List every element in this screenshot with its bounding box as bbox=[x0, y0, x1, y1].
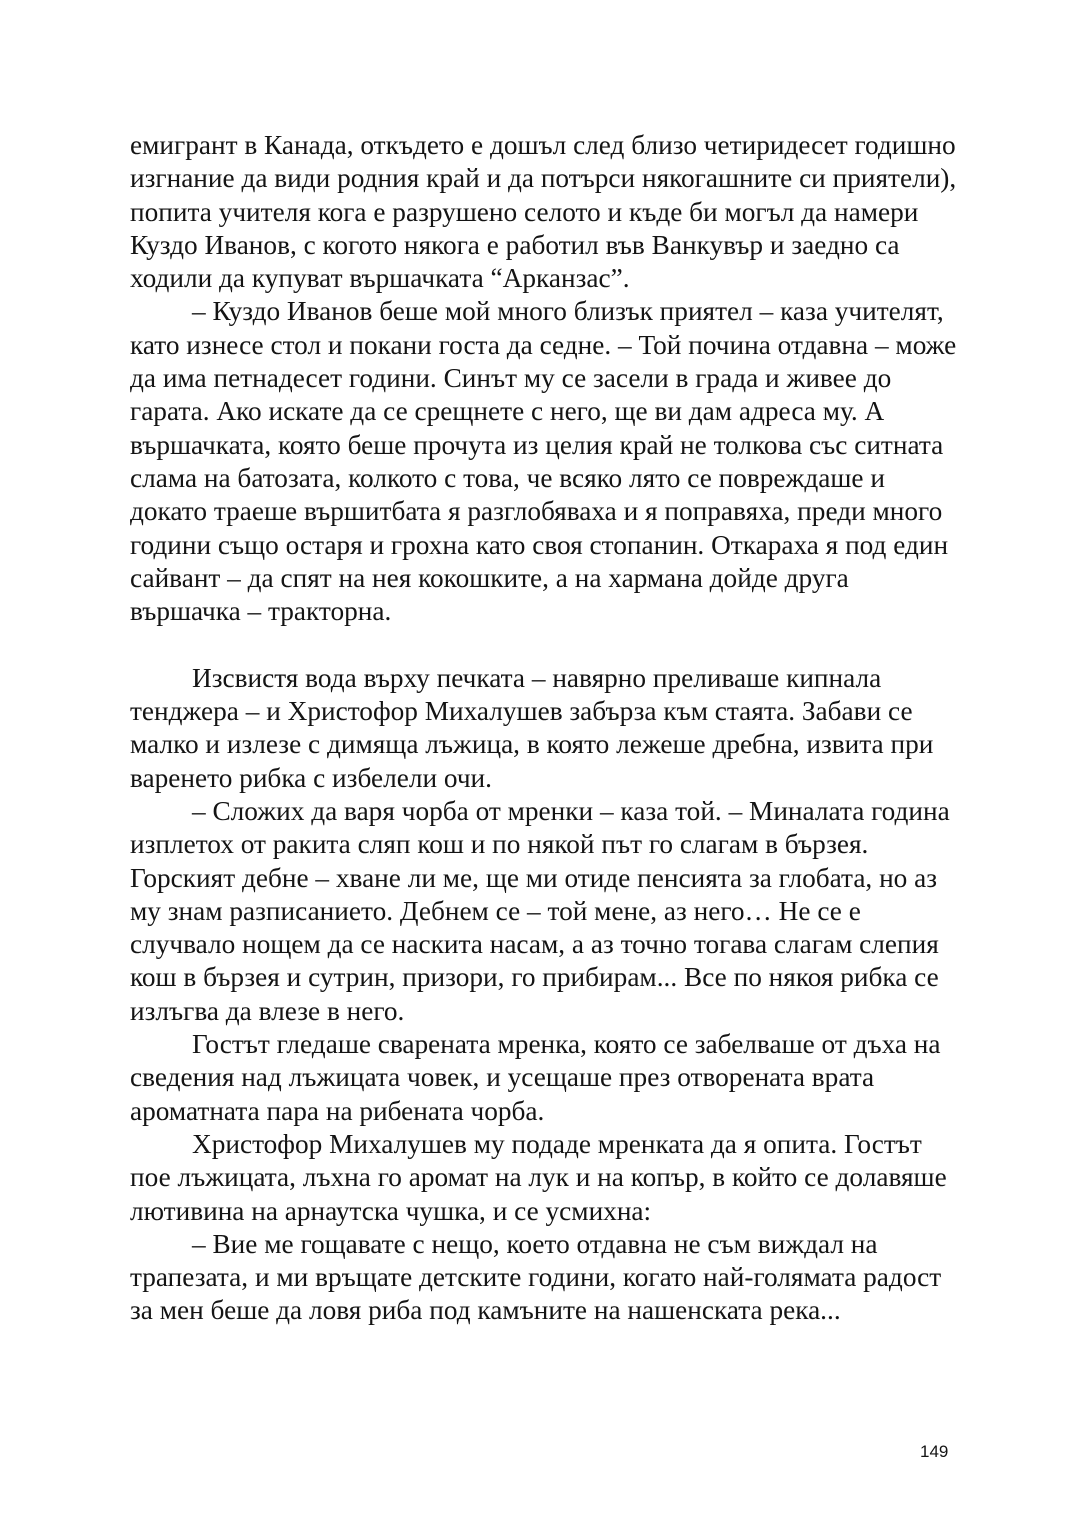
paragraph-7: – Вие ме гощавате с нещо, което отдавна не съм виждал на трапезата, и ми връщате детските години, когато най-голямата радост за мен беше да ловя риба под камъните на нашенската река... bbox=[130, 1228, 942, 1326]
paragraph-2: – Куздо Иванов беше мой много близък приятел – каза учителят, като изнесе стол и покани госта да седне. – Той почина отдавна – може да има петнадесет години. Синът му се засели в града и живее до гарата. Ако искате да се срещнете с него, ще ви дам адреса му. А вършачката, която беше прочута из целия край не толкова със ситната слама на батозата, колкото с това, че всяко лято се повреждаше и докато траеше вършитбата я разглобяваха и я поправяха, преди много години също остаря и грохна като своя стопанин. Откараха я под един сайвант – да спят на нея кокошките, а на хармана дойде друга вършачка – тракторна. bbox=[130, 296, 957, 627]
body-text bbox=[130, 129, 960, 1328]
page-number: 149 bbox=[920, 1442, 949, 1461]
paragraph-5: Гостът гледаше сварената мренка, която се забелваше от дъха на сведения над лъжицата човек, и усещаше през отворената врата ароматната пара на рибената чорба. bbox=[130, 1029, 941, 1126]
paragraph-4: – Сложих да варя чорба от мренки – каза той. – Миналата година изплетох от ракита сляп кош и по някой път го слагам в бързея. Горският дебне – хване ли ме, ще ми отиде пенсията за глобата, но аз му знам разписанието. Дебнем се – той мене, аз него… Не се е случвало нощем да се наскита насам, а аз точно тогава слагам слепия кош в бързея и сутрин, призори, го прибирам... Все по някоя рибка се излъгва да влезе в него. bbox=[130, 795, 950, 1026]
paragraph-1: емигрант в Канада, откъдето е дошъл след близо четиридесет годишно изгнание да види родния край и да потърси някогашните си приятели), попита учителя кога е разрушено селото и къде би могъл да намери Куздо Иванов, с когото някога е работил във Ванкувър и заедно са ходили да купуват вършачката “Арканзас”. bbox=[130, 130, 957, 294]
paragraph-3: Изсвистя вода върху печката – навярно преливаше кипнала тенджера – и Христофор Михалушев забърза към стаята. Забави се малко и излезе с димяща лъжица, в която лежеше дребна, извита при варенето рибка с избелели очи. bbox=[130, 662, 934, 793]
paragraph-6: Христофор Михалушев му подаде мренката да я опита. Гостът пое лъжицата, лъхна го аромат на лук и на копър, в който се долавяше лютивина на арнаутска чушка, и се усмихна: bbox=[130, 1128, 947, 1226]
